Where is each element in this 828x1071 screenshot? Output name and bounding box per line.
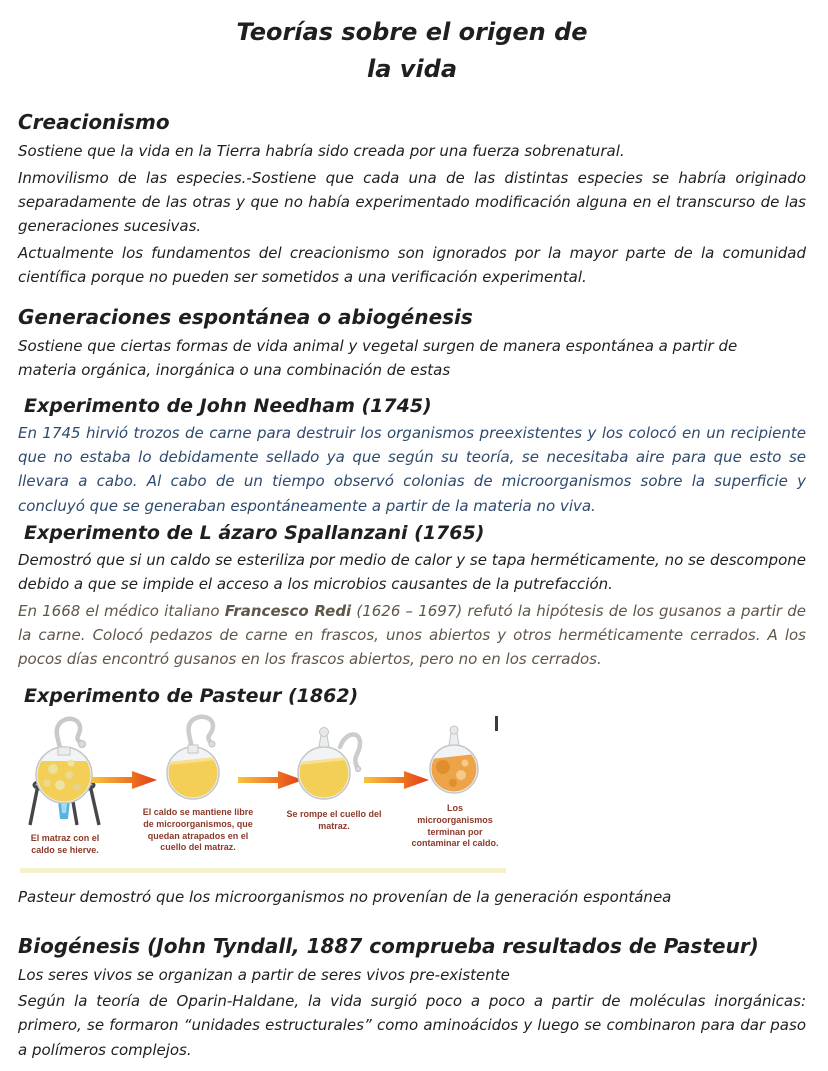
heading-abiogenesis: Generaciones espontánea o abiogénesis xyxy=(18,305,473,330)
redi-text-suffix: (1626 – 1697) refutó la hipótesis de los gusanos a partir de la carne. Colocó pedazos de carne en frascos, unos abiertos y otros herméticamente cerrados. A los pocos días encontró gusanos en los frascos abiertos, pero no en los cerrados. xyxy=(18,601,806,669)
abiogenesis-paragraph: Sostiene que ciertas formas de vida animal y vegetal surgen de manera espontánea a partir de materia orgánica, inorgánica o una combinación de estas xyxy=(18,337,738,380)
redi-name: Francesco Redi xyxy=(224,601,352,620)
creacionismo-paragraph-3: Actualmente los fundamentos del creacionismo son ignorados por la mayor parte de la comunidad científica porque no pueden ser sometidos a una verificación experimental. xyxy=(18,243,806,286)
page-title xyxy=(58,14,766,88)
page-title-line2: la vida xyxy=(366,55,458,84)
swan-neck-flask-icon xyxy=(153,713,243,805)
heading-spallanzani: Experimento de L ázaro Spallanzani (1765) xyxy=(24,521,485,544)
creacionismo-paragraph-2: Inmovilismo de las especies.-Sostiene que cada una de las distintas especies se habría originado separadamente de las otras y que no había experimentado modificación alguna en el transcurso de las generaciones sucesivas. xyxy=(18,168,806,236)
spallanzani-paragraph-1: Demostró que si un caldo se esteriliza por medio de calor y se tapa herméticamente, no se descompone debido a que se impide el acceso a los microbios causantes de la putrefacción. xyxy=(18,550,806,594)
redi-text-prefix: En 1668 el médico italiano xyxy=(18,601,225,620)
biogenesis-paragraph-2: Según la teoría de Oparin-Haldane, la vida surgió poco a poco a partir de moléculas inorgánicas: primero, se formaron “unidades estructurales” como aminoácidos y luego se combinaron para dar paso a polímeros complejos. xyxy=(18,992,806,1059)
spallanzani-paragraph-2 xyxy=(18,599,806,672)
figure-step-4-label: Los microorganismos terminan por contaminar el caldo. xyxy=(411,803,499,849)
figure-step-3-label: Se rompe el cuello del matraz. xyxy=(286,809,382,832)
pasteur-experiment-figure xyxy=(14,713,506,873)
needham-paragraph: En 1745 hirvió trozos de carne para destruir los organismos preexistentes y los colocó en un recipiente que no estaba lo debidamente sellado ya que según su teoría, se necesitaba aire para que esto se llevara a cabo. Al cabo de un tiempo observó colonias de microorganismos sobre la superficie y concluyó que se generaban espontáneamente a partir de la materia no viva. xyxy=(18,423,806,515)
heading-pasteur: Experimento de Pasteur (1862) xyxy=(24,685,359,708)
pasteur-caption: Pasteur demostró que los microorganismos no provenían de la generación espontánea xyxy=(18,888,672,907)
figure-step-1-label: El matraz con el caldo se hierve. xyxy=(30,833,100,856)
figure-step-2-label: El caldo se mantiene libre de microorganismos, que quedan atrapados en el cuello del matraz. xyxy=(142,807,254,853)
figure-bottom-strip xyxy=(20,868,506,873)
biogenesis-paragraph-1: Los seres vivos se organizan a partir de seres vivos pre-existente xyxy=(18,965,510,984)
creacionismo-paragraph-1: Sostiene que la vida en la Tierra habría sido creada por una fuerza sobrenatural. xyxy=(18,142,625,161)
contaminated-flask-icon xyxy=(423,713,487,801)
heading-creacionismo: Creacionismo xyxy=(18,110,170,135)
figure-step-4 xyxy=(406,713,504,850)
heading-biogenesis: Biogénesis (John Tyndall, 1887 comprueba resultados de Pasteur) xyxy=(18,933,759,958)
page-title-line1: Teorías sobre el origen de xyxy=(236,18,588,46)
text-cursor xyxy=(495,716,498,731)
heading-needham: Experimento de John Needham (1745) xyxy=(24,394,432,417)
